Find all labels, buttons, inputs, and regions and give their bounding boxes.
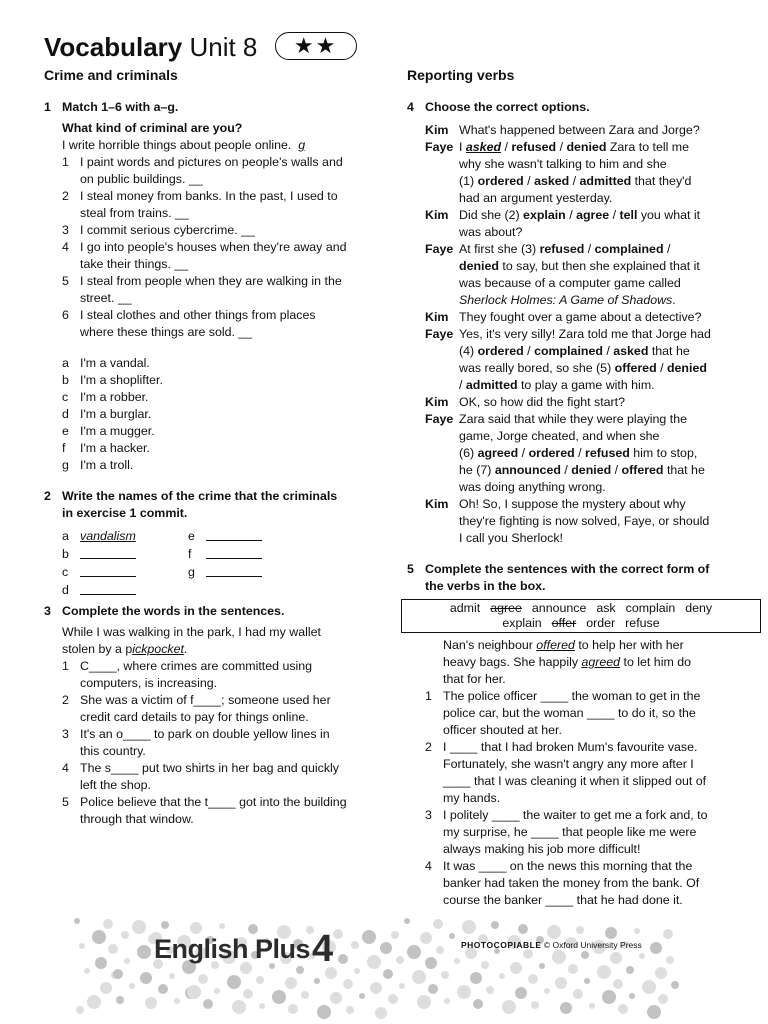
footer-decoration-dot [470,972,482,984]
footer-decoration-dot [145,997,157,1009]
exercise-1-item [44,188,364,222]
exercise-4 [407,99,727,547]
footer-decoration-dot [124,958,130,964]
exercise-1-item [44,273,364,307]
page-title [44,30,357,64]
option-text: I'm a burglar. [80,407,152,421]
footer-decoration-dot [354,968,360,974]
verb-word: offer [551,616,577,630]
item-text-line: my surprise, he ____ that people like me were [443,825,697,839]
footer-decoration-dot [552,950,566,964]
footer-decoration-dot [198,974,208,984]
footer-decoration-dot [161,921,169,929]
exercise-4-dialogue: Kim What's happened between Zara and Jorge? Faye I asked / refused / denied Zara to tell me why she wasn't talking to him and she (1) ordered / asked / admitted that they'd had an argument yesterday. Kim Did she (2) explain / agree / tell you what it was about? Faye At first she (3) refused / complained / denied to say, but then she explained that it was because of a computer game called Sherlock Holmes: A Game of Shadows. Kim They fought over a game about a detective? Faye Yes, it's very silly! Zara told me that Jorge had (4) ordered / complained / asked that he was really bored, so she (5) offered / denied / admitted to play a game with him. Kim OK, so how did the fight start? Faye Zara said that while they were playing the game, Jorge cheated, and when she (6) agreed / ordered / refused him to stop, he (7) announced / denied / offered that he was doing anything wrong. Kim Oh! So, I suppose the mystery about why they're fighting is now solved, Faye, or should I call you Sherlock! [425,123,711,545]
footer-decoration-dot [169,973,175,979]
footer-decoration-dot [87,995,101,1009]
footer-decoration-dot [642,980,656,994]
example-answer: offered [536,638,575,652]
item-number: 4 [425,859,432,873]
item-text-line: course the banker ____ that he had done it. [443,893,683,907]
footer-decoration-dot [243,989,253,999]
footer-decoration-dot [383,969,393,979]
option-item [44,406,364,423]
exercise-5-item [425,688,727,739]
title-unit: Unit 8 [182,32,258,62]
item-text-line: I steal clothes and other things from places [80,308,316,322]
speaker-kim: Kim [425,123,449,137]
footer-decoration-dot [259,1003,265,1009]
exercise-3-item [44,760,364,794]
item-text-line: C____, where crimes are committed using [80,659,313,673]
difficulty-stars-badge: ★★ [275,32,357,60]
exercise-5-items [425,688,727,909]
footer-decoration-dot [296,966,304,974]
footer-decoration-dot [227,975,241,989]
footer-decoration-dot [444,998,450,1004]
footer-decoration-dot [481,961,489,969]
item-text-line: I steal money from banks. In the past, I used to [80,189,338,203]
option-text: I'm a troll. [80,458,134,472]
item-text-line: take their things. __ [80,257,189,271]
footer-decoration-dot [272,990,286,1004]
game-title: Sherlock Holmes: A Game of Shadows [459,293,673,307]
footer-decoration-dot [629,993,635,999]
item-number: 3 [425,808,432,822]
exercise-3-item [44,726,364,760]
footer-decoration-dot [647,1005,661,1019]
answer-f-blank[interactable] [206,546,262,559]
footer-decoration-dot [626,966,634,974]
option-item [44,355,364,372]
item-text-line: The s____ put two shirts in her bag and quickly [80,761,339,775]
item-text-line: street. __ [80,291,132,305]
footer-decoration-dot [433,919,443,929]
footer-decoration-dot [515,987,527,999]
exercise-5-example: Nan's neighbour offered to help her with her heavy bags. She happily agreed to let him do that for her. [443,638,692,686]
verb-word: admit [449,601,481,615]
verb-word: refuse [625,616,660,630]
item-text-line: It's an o____ to park on double yellow lines in [80,727,330,741]
verb-word: announce [531,601,587,615]
footer-decoration-dot [314,978,320,984]
option-letter: g [62,458,69,472]
footer-decoration-dot [362,930,376,944]
exercise-1-question: What kind of criminal are you? [62,121,243,135]
item-text-line: where these things are sold. __ [80,325,253,339]
option-item [44,440,364,457]
footer-decoration-dot [407,945,421,959]
example-answer: g [298,138,306,152]
item-text-line: through that window. [80,812,194,826]
footer-decoration-dot [248,924,258,934]
item-text-line: I paint words and pictures on people's walls and [80,155,343,169]
item-text-line: this country. [80,744,146,758]
item-number: 4 [62,240,69,254]
exercise-1-item [44,222,364,239]
item-text-line: police car, but the woman ____ to do it, so the [443,706,696,720]
footer-decoration-dot [333,929,343,939]
item-text-line: I steal from people when they are walking in the [80,274,342,288]
exercise-5-item [425,807,727,858]
footer-decoration-dot [346,1006,354,1014]
footer-decoration-dot [174,998,180,1004]
footer-decoration-dot [671,981,679,989]
option-item [44,372,364,389]
footer-decoration-dot [343,979,353,989]
exercise-3-example: While I was walking in the park, I had my wallet stolen by a pickpocket. [62,625,321,656]
verb-box-row-2 [408,616,754,631]
item-text-line: I go into people's houses when they're away and [80,240,347,254]
footer-decoration-dot [219,923,225,929]
verb-word: order [586,616,616,630]
item-number: 3 [62,223,69,237]
footer-decoration-dot [610,952,622,964]
footer-decoration-dot [285,977,297,989]
item-text-line: computers, is increasing. [80,676,218,690]
answer-d-blank[interactable] [80,582,136,595]
footer-decoration-dot [650,942,662,954]
footer-decoration-dot [518,924,528,934]
item-text-line: I ____ that I had broken Mum's favourite vase. [443,740,698,754]
footer-decoration-dot [544,988,550,994]
footer-decoration-dot [137,945,151,959]
footer-decoration-dot [404,918,410,924]
footer-decoration-dot [510,962,522,974]
footer-decoration-dot [618,1004,628,1014]
item-text-line: officer shouted at her. [443,723,562,737]
footer-decoration-dot [589,1003,595,1009]
footer-decoration-dot [214,988,220,994]
item-text-line: on public buildings. __ [80,172,203,186]
footer-decoration-dot [108,944,118,954]
footer-decoration-dot [457,985,471,999]
verb-word: ask [596,601,616,615]
exercise-1-heading: 1 Match 1–6 with a–g. [44,100,179,114]
footer-decoration-dot [613,979,623,989]
footer-decoration-dot [658,994,668,1004]
item-number: 3 [62,727,69,741]
footer-decoration-dot [560,1002,572,1014]
item-text-line: banker had taken the money from the bank. Of [443,876,700,890]
footer-decoration-dot [388,994,398,1004]
verb-box [401,599,761,633]
footer-decoration-dot [605,927,617,939]
selected-option: asked [465,140,502,154]
exercise-5-item [425,858,727,909]
exercise-4-heading: 4 Choose the correct options. [407,100,590,114]
item-text-line: ____ that I was cleaning it when it slipped out of [443,774,707,788]
item-number: 2 [425,740,432,754]
item-number: 1 [62,155,69,169]
item-text-line: I commit serious cybercrime. __ [80,223,255,237]
option-letter: a [62,356,69,370]
item-number: 5 [62,795,69,809]
footer-decoration-dot [116,996,124,1004]
example-answer: agreed [581,655,621,669]
option-letter: f [62,441,66,455]
answer-a: vandalism [80,529,136,543]
footer-decoration-dot [602,990,616,1004]
footer-decoration-dot [95,957,107,969]
footer-decoration-dot [420,932,432,944]
item-number: 1 [62,659,69,673]
footer-decoration-dot [256,976,264,984]
footer-decoration-dot [190,922,202,934]
title-vocabulary: Vocabulary [44,32,183,62]
footer-pattern [74,918,688,1018]
exercise-3 [44,603,364,828]
footer-decoration-dot [92,930,106,944]
item-text-line: It was ____ on the news this morning that the [443,859,693,873]
verb-word: deny [685,601,713,615]
footer-decoration-dot [100,982,112,994]
footer-decoration-dot [140,972,152,984]
answer-c-blank[interactable] [80,564,136,577]
item-text-line: my hands. [443,791,501,805]
exercise-2 [44,488,364,600]
footer-decoration-dot [417,995,431,1009]
footer-decoration-dot [639,953,645,959]
item-text-line: credit card details to pay for things online. [80,710,309,724]
exercise-3-items [44,658,364,828]
footer-decoration-dot [449,933,455,939]
footer-decoration-dot [317,1005,331,1019]
footer-decoration-dot [555,977,567,989]
answer-g-blank[interactable] [206,564,262,577]
footer-decoration-dot [568,964,578,974]
footer-decoration-dot [462,920,476,934]
footer-decoration-dot [132,920,146,934]
footer-decoration-dot [359,993,365,999]
exercise-3-heading: 3 Complete the words in the sentences. [44,604,285,618]
footer-decoration-dot [634,928,640,934]
verb-word: complain [625,601,676,615]
brand-level-number: 4 [312,928,334,970]
footer-decoration-dot [486,986,494,994]
exercise-5-item [425,739,727,807]
option-text: I'm a vandal. [80,356,150,370]
footer-decoration-dot [523,949,533,959]
item-text-line: always making his job more difficult! [443,842,641,856]
footer-decoration-dot [499,973,505,979]
footer-decoration-dot [655,967,667,979]
footer-decoration-dot [428,984,438,994]
footer-decoration-dot [74,918,80,924]
footer-decoration-dot [425,957,437,969]
footer-decoration-dot [203,999,213,1009]
option-text: I'm a shoplifter. [80,373,163,387]
item-text-line: I politely ____ the waiter to get me a fork and, to [443,808,708,822]
exercise-5-heading: 5 Complete the sentences with the correct form of the verbs in the box. [407,562,710,593]
footer-decoration-dot [391,931,399,939]
footer-decoration-dot [367,955,381,969]
exercise-1-options [44,355,364,474]
footer-decoration-dot [539,963,545,969]
footer-decoration-dot [103,919,113,929]
footer-decoration-dot [232,1000,246,1014]
exercise-1-item [44,154,364,188]
exercise-3-item [44,692,364,726]
item-text-line: The police officer ____ the woman to get in the [443,689,701,703]
item-text-line: steal from trains. __ [80,206,189,220]
option-text: I'm a robber. [80,390,149,404]
exercise-1-items [44,154,364,341]
footer-decoration-dot [396,956,404,964]
footer-decoration-dot [502,1000,516,1014]
option-letter: e [62,424,69,438]
exercise-5 [407,561,727,909]
item-number: 1 [425,689,432,703]
option-letter: b [62,373,69,387]
footer-decoration-dot [491,921,499,929]
footer-decoration-dot [584,978,590,984]
exercise-2-answers: a vandalism e b f c g d [44,528,364,600]
footer-decoration-dot [187,985,201,999]
footer-decoration-dot [330,992,342,1004]
item-number: 6 [62,308,69,322]
option-text: I'm a mugger. [80,424,155,438]
footer-decoration-dot [370,982,382,994]
example-answer: ickpocket [132,642,184,656]
verb-word: agree [490,601,522,615]
exercise-3-item [44,658,364,692]
footer-decoration-dot [441,971,449,979]
item-text-line: Fortunately, she wasn't angry any more after I [443,757,694,771]
footer-decoration-dot [84,968,90,974]
exercise-2-heading: 2 Write the names of the crime that the criminals in exercise 1 commit. [44,489,338,520]
item-number: 5 [62,274,69,288]
exercise-1-item [44,307,364,341]
footer-decoration-dot [531,1001,539,1009]
item-text-line: She was a victim of f____; someone used her [80,693,331,707]
answer-b-blank[interactable] [80,546,136,559]
footer-decoration-dot [79,943,85,949]
footer-decoration-dot [436,946,444,954]
footer-decoration-dot [473,999,483,1009]
item-text-line: Police believe that the t____ got into the building [80,795,347,809]
footer-decoration-dot [351,941,359,949]
exercise-1-item [44,239,364,273]
footer-decoration-dot [412,970,426,984]
option-item [44,423,364,440]
brand-logo: English Plus [154,934,311,964]
item-number: 4 [62,761,69,775]
footer-decoration-dot [454,958,460,964]
footer-decoration-dot [380,942,392,954]
option-letter: c [62,390,69,404]
footer-decoration-dot [288,1004,298,1014]
footer-decoration-dot [375,1007,387,1019]
item-text-line: left the shop. [80,778,151,792]
option-item [44,457,364,474]
footer-decoration-dot [663,929,673,939]
footer-decoration-dot [597,965,611,979]
footer-decoration-dot [573,989,583,999]
footer-decoration-dot [338,954,348,964]
item-number: 2 [62,189,69,203]
footer-decoration-dot [129,983,135,989]
footer-decoration-dot [158,984,168,994]
section-title-reporting-verbs: Reporting verbs [407,67,515,83]
footer-decoration-dot [547,925,561,939]
copyright-notice: PHOTOCOPIABLE © Oxford University Press [461,940,642,950]
footer-decoration-dot [301,991,309,999]
footer-decoration-dot [528,974,538,984]
footer-decoration-dot [399,983,405,989]
option-letter: d [62,407,69,421]
exercise-3-item [44,794,364,828]
footer-decoration-dot [76,1006,84,1014]
footer-decoration-dot [576,926,584,934]
exercise-1-example: I write horrible things about people online. g [62,138,306,152]
option-text: I'm a hacker. [80,441,150,455]
verb-box-row-1 [408,601,754,616]
footer-decoration-dot [121,931,129,939]
speaker-faye: Faye [425,140,454,154]
section-title-crime: Crime and criminals [44,67,178,83]
footer-decoration-dot [113,969,123,979]
footer-decoration-dot [666,956,674,964]
verb-word: explain [502,616,542,630]
exercise-1 [44,99,364,474]
answer-e-blank[interactable] [206,528,262,541]
item-number: 2 [62,693,69,707]
footer-decoration-dot [581,951,589,959]
option-item [44,389,364,406]
